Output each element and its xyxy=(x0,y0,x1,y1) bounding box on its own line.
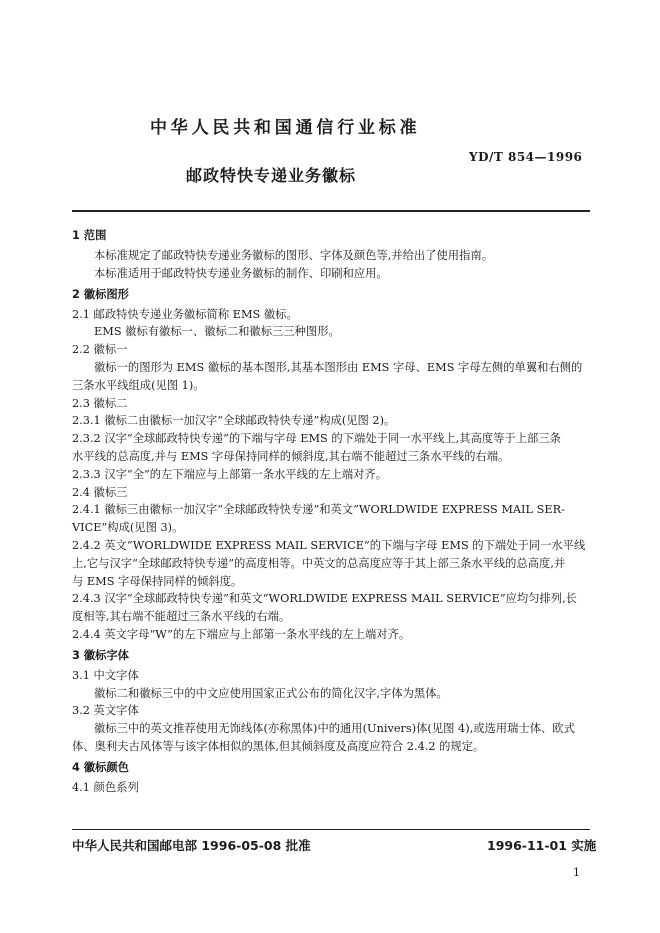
effective-date: 1996-11-01 实施 xyxy=(487,838,597,853)
header-rule xyxy=(72,210,590,212)
body-line: 2.2 徽标一 xyxy=(72,343,128,357)
document-title: 邮政特快专递业务徽标 xyxy=(186,166,357,185)
body-line: 徽标一的图形为 EMS 徽标的基本图形,其基本图形由 EMS 字母、EMS 字母左侧的单翼和右侧的 xyxy=(94,360,583,374)
body-line: 3.1 中文字体 xyxy=(72,668,139,682)
body-line: 2.3.1 徽标二由徽标一加汉字“全球邮政特快专递”构成(见图 2)。 xyxy=(72,414,396,428)
body-line: 徽标三中的英文推荐使用无饰线体(亦称黑体)中的通用(Univers)体(见图 4),或选用瑞士体、欧式 xyxy=(94,722,575,736)
body-line: 2.4 徽标三 xyxy=(72,485,128,499)
page-number: 1 xyxy=(573,866,580,879)
body-line: 水平线的总高度,并与 EMS 字母保持同样的倾斜度,其右端不能超过三条水平线的右端。 xyxy=(72,449,510,463)
body-line: 2.3.3 汉字“全”的左下端应与上部第一条水平线的左上端对齐。 xyxy=(72,467,388,481)
body-line: 本标准规定了邮政特快专递业务徽标的图形、字体及颜色等,并给出了使用指南。 xyxy=(94,249,493,262)
body-line: 三条水平线组成(见图 1)。 xyxy=(72,378,205,392)
body-line: 2.4.3 汉字“全球邮政特快专递”和英文“WORLDWIDE EXPRESS MAIL SERVICE”应均匀排列,长 xyxy=(72,592,577,606)
body-line: 2.4.2 英文“WORLDWIDE EXPRESS MAIL SERVICE”的下端与字母 EMS 的下端处于同一水平线 xyxy=(72,538,586,552)
body-line: EMS 徽标有徽标一、徽标二和徽标三三种图形。 xyxy=(94,325,340,339)
body-line: 2.4.4 英文字母“W”的左下端应与上部第一条水平线的左上端对齐。 xyxy=(72,627,411,641)
body-line: 度相等,其右端不能超过三条水平线的右端。 xyxy=(72,610,291,624)
body-line: 徽标二和徽标三中的中文应使用国家正式公布的简化汉字,字体为黑体。 xyxy=(94,686,448,700)
standard-number: YD/T 854—1996 xyxy=(469,150,583,164)
body-line: 上,它与汉字“全球邮政特快专递”的高度相等。中英文的总高度应等于其上部三条水平线的总高度,并 xyxy=(72,556,566,570)
body-line: 2.1 邮政特快专递业务徽标简称 EMS 徽标。 xyxy=(72,307,298,321)
section-heading: 2 徽标图形 xyxy=(72,287,129,301)
approval-info: 中华人民共和国邮电部 1996-05-08 批准 xyxy=(72,838,311,853)
section-heading: 1 范围 xyxy=(72,229,107,242)
body-line: 本标准适用于邮政特快专递业务徽标的制作、印刷和应用。 xyxy=(94,266,388,280)
body-line: 4.1 颜色系列 xyxy=(72,780,139,794)
body-line: 2.3.2 汉字“全球邮政特快专递”的下端与字母 EMS 的下端处于同一水平线上,其高度等于上部三条 xyxy=(72,432,561,446)
body-line: 2.3 徽标二 xyxy=(72,396,128,410)
section-heading: 4 徽标颜色 xyxy=(72,760,129,774)
section-heading: 3 徽标字体 xyxy=(72,648,129,662)
body-line: 3.2 英文字体 xyxy=(72,704,139,718)
standard-category: 中华人民共和国通信行业标准 xyxy=(150,118,421,138)
body-line: VICE”构成(见图 3)。 xyxy=(72,521,184,535)
body-line: 与 EMS 字母保持同样的倾斜度。 xyxy=(72,574,243,588)
body-text xyxy=(72,224,590,797)
body-line: 2.4.1 徽标三由徽标一加汉字“全球邮政特快专递”和英文“WORLDWIDE EXPRESS MAIL SER- xyxy=(72,503,565,517)
body-line: 体、奥利夫古风体等与该字体相似的黑体,但其倾斜度及高度应符合 2.4.2 的规定。 xyxy=(72,739,485,753)
footer-rule xyxy=(72,829,590,830)
